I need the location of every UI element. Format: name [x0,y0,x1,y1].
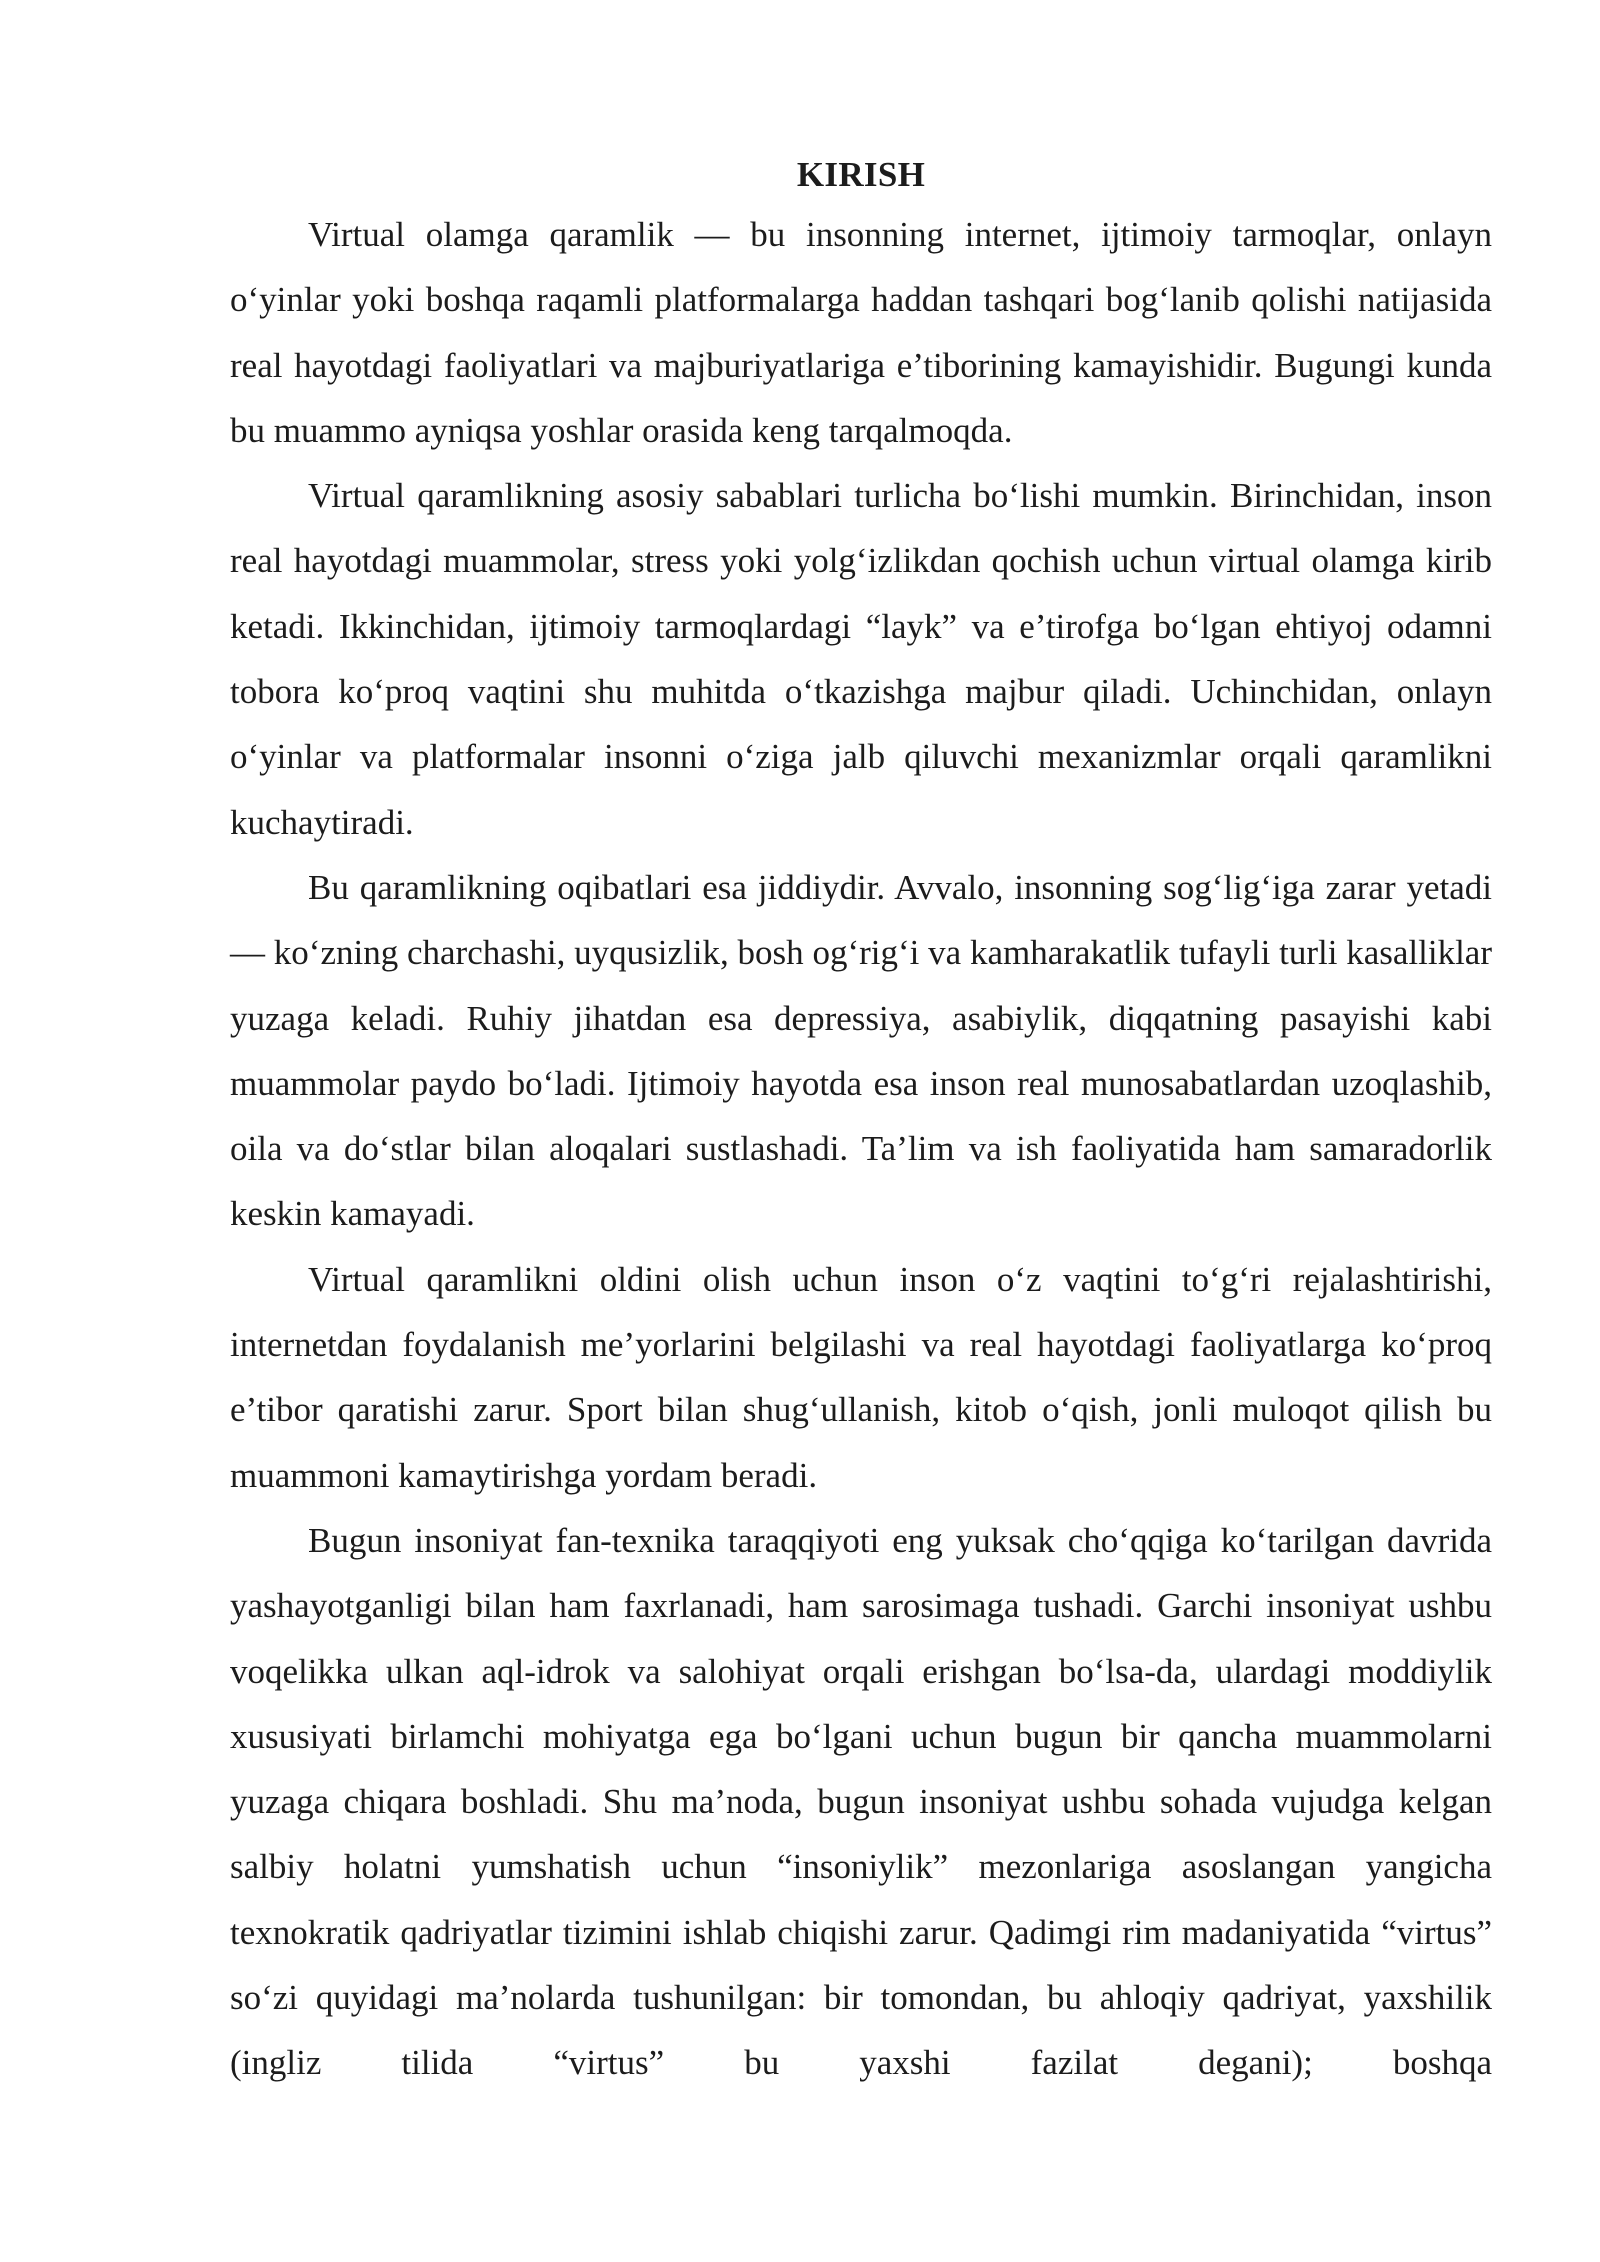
paragraph-3: Bu qaramlikning oqibatlari esa jiddiydir. Avvalo, insonning sog‘lig‘iga zarar yetadi — ko‘zning charchashi, uyqusizlik, bosh og‘rig‘i va kamharakatlik tufayli turli kasalliklar yuzaga keladi. Ruhiy jihatdan esa depressiya, asabiylik, diqqatning pasayishi kabi muammolar paydo bo‘ladi. Ijtimoiy hayotda esa inson real munosabatlardan uzoqlashib, oila va do‘stlar bilan aloqalari sustlashadi. Ta’lim va ish faoliyatida ham samaradorlik keskin kamayadi. [230,867,1492,1234]
document-body [230,148,1492,2096]
paragraph-5: Bugun insoniyat fan-texnika taraqqiyoti eng yuksak cho‘qqiga ko‘tarilgan davrida yashayotganligi bilan ham faxrlanadi, ham sarosimaga tushadi. Garchi insoniyat ushbu voqelikka ulkan aql-idrok va salohiyat orqali erishgan bo‘lsa-da, ulardagi moddiylik xususiyati birlamchi mohiyatga ega bo‘lgani uchun bugun bir qancha muammolarni yuzaga chiqara boshladi. Shu ma’noda, bugun insoniyat ushbu sohada vujudga kelgan salbiy holatni yumshatish uchun “insoniylik” mezonlariga asoslangan yangicha texnokratik qadriyatlar tizimini ishlab chiqishi zarur. Qadimgi rim madaniyatida “virtus” so‘zi quyidagi ma’nolarda tushunilgan: bir tomondan, bu ahloqiy qadriyat, yaxshilik (ingliz tilida “virtus” bu yaxshi fazilat degani); boshqa [230,1520,1492,2083]
paragraph-1: Virtual olamga qaramlik — bu insonning internet, ijtimoiy tarmoqlar, onlayn o‘yinlar yoki boshqa raqamli platformalarga haddan tashqari bog‘lanib qolishi natijasida real hayotdagi faoliyatlari va majburiyatlariga e’tiborining kamayishidir. Bugungi kunda bu muammo ayniqsa yoshlar orasida keng tarqalmoqda. [230,215,1492,450]
paragraph-2: Virtual qaramlikning asosiy sabablari turlicha bo‘lishi mumkin. Birinchidan, inson real hayotdagi muammolar, stress yoki yolg‘izlikdan qochish uchun virtual olamga kirib ketadi. Ikkinchidan, ijtimoiy tarmoqlardagi “layk” va e’tirofga bo‘lgan ehtiyoj odamni tobora ko‘proq vaqtini shu muhitda o‘tkazishga majbur qiladi. Uchinchidan, onlayn o‘yinlar va platformalar insonni o‘ziga jalb qiluvchi mexanizmlar orqali qaramlikni kuchaytiradi. [230,476,1492,842]
paragraph-4: Virtual qaramlikni oldini olish uchun inson o‘z vaqtini to‘g‘ri rejalashtirishi, internetdan foydalanish me’yorlarini belgilashi va real hayotdagi faoliyatlarga ko‘proq e’tibor qaratishi zarur. Sport bilan shug‘ullanish, kitob o‘qish, jonli muloqot qilish bu muammoni kamaytirishga yordam beradi. [230,1259,1492,1495]
page-title: KIRISH [796,155,926,194]
